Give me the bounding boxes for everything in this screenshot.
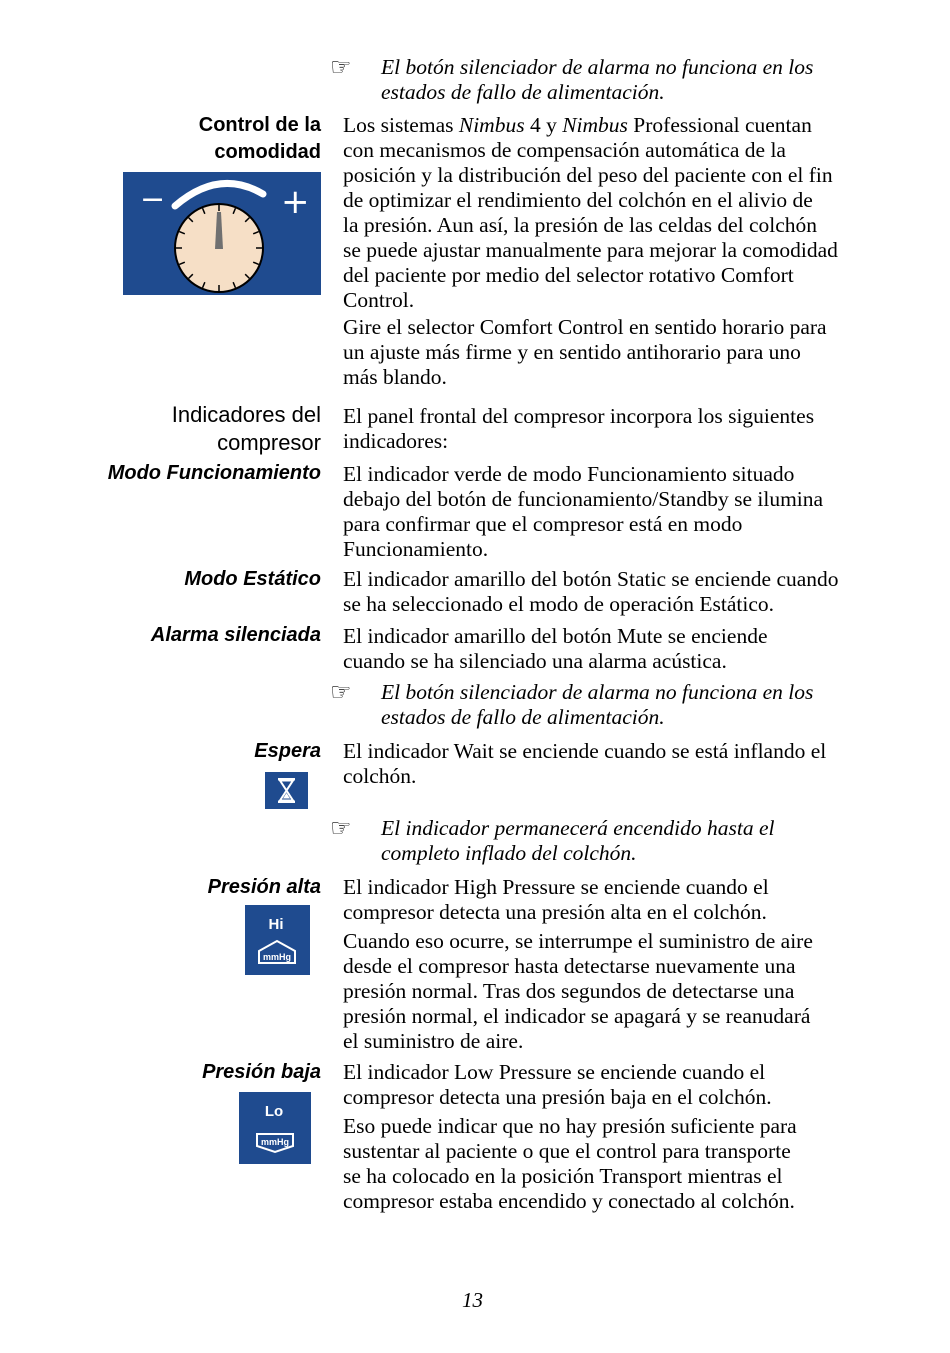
high-pressure-icon-unit: mmHg bbox=[262, 952, 292, 962]
low-pressure-icon-label: Lo bbox=[264, 1103, 284, 1120]
comfort-paragraph-1: Los sistemas Nimbus 4 y Nimbus Professional cuentan con mecanismos de compensación automática de la posición y la distribución del peso del paciente con el fin de optimizar el rendimiento del colchón en el alivio de la presión. Aun así, la presión de las celdas del colchón se puede ajustar manualmente para mejorar la comodidad del paciente por medio del selector rotativo Comfort Control. bbox=[343, 113, 838, 312]
pointing-hand-icon: ☞ bbox=[330, 678, 352, 706]
low-pressure-label: Presión baja bbox=[202, 1061, 321, 1083]
wait-label: Espera bbox=[254, 740, 321, 762]
comfort-control-dial-icon bbox=[123, 172, 321, 295]
comfort-control-heading: Control de la comodidad bbox=[198, 114, 321, 163]
run-mode-text: El indicador verde de modo Funcionamiento situado debajo del botón de funcionamiento/Standby se ilumina para confirmar que el compresor está en modo Funcionamiento. bbox=[343, 462, 824, 561]
static-mode-text: El indicador amarillo del botón Static se enciende cuando se ha seleccionado el modo de operación Estático. bbox=[343, 567, 839, 616]
low-pressure-text: El indicador Low Pressure se enciende cuando el compresor detecta una presión baja en el colchón. bbox=[343, 1060, 772, 1109]
pointing-hand-icon: ☞ bbox=[330, 53, 352, 81]
high-pressure-icon-label: Hi bbox=[268, 916, 284, 933]
compressor-indicators-heading: Indicadores del compresor bbox=[171, 402, 321, 455]
low-pressure-text-2: Eso puede indicar que no hay presión suficiente para sustentar al paciente o que el control para transporte se ha colocado en la posición Transport mientras el compresor estaba encendido y conectado al colchón. bbox=[343, 1114, 797, 1213]
page-number: 13 bbox=[462, 1288, 483, 1312]
alarm-muted-text: El indicador amarillo del botón Mute se enciende cuando se ha silenciado una alarma acústica. bbox=[343, 624, 768, 673]
pointing-hand-icon: ☞ bbox=[330, 814, 352, 842]
high-pressure-text-2: Cuando eso ocurre, se interrumpe el suministro de aire desde el compresor hasta detectarse nuevamente una presión normal. Tras dos segundos de detectarse una presión normal, el indicador se apagará y se reanudará el suministro de aire. bbox=[343, 929, 813, 1053]
comfort-paragraph-2: Gire el selector Comfort Control en sentido horario para un ajuste más firme y en sentido antihorario para uno más blando. bbox=[343, 315, 827, 389]
high-pressure-icon bbox=[245, 905, 310, 975]
hourglass-icon bbox=[265, 772, 308, 809]
low-pressure-icon-unit: mmHg bbox=[260, 1137, 290, 1147]
dial-minus-sign: − bbox=[140, 182, 166, 217]
alarm-muted-label: Alarma silenciada bbox=[150, 624, 321, 646]
run-mode-label: Modo Funcionamiento bbox=[107, 462, 321, 484]
indicators-intro: El panel frontal del compresor incorpora los siguientes indicadores: bbox=[343, 404, 815, 453]
wait-text: El indicador Wait se enciende cuando se está inflando el colchón. bbox=[343, 739, 827, 788]
static-mode-label: Modo Estático bbox=[184, 568, 321, 590]
dial-plus-sign: + bbox=[281, 182, 310, 222]
high-pressure-label: Presión alta bbox=[207, 876, 321, 898]
low-pressure-icon bbox=[239, 1092, 311, 1164]
high-pressure-text: El indicador High Pressure se enciende cuando el compresor detecta una presión alta en el colchón. bbox=[343, 875, 769, 924]
